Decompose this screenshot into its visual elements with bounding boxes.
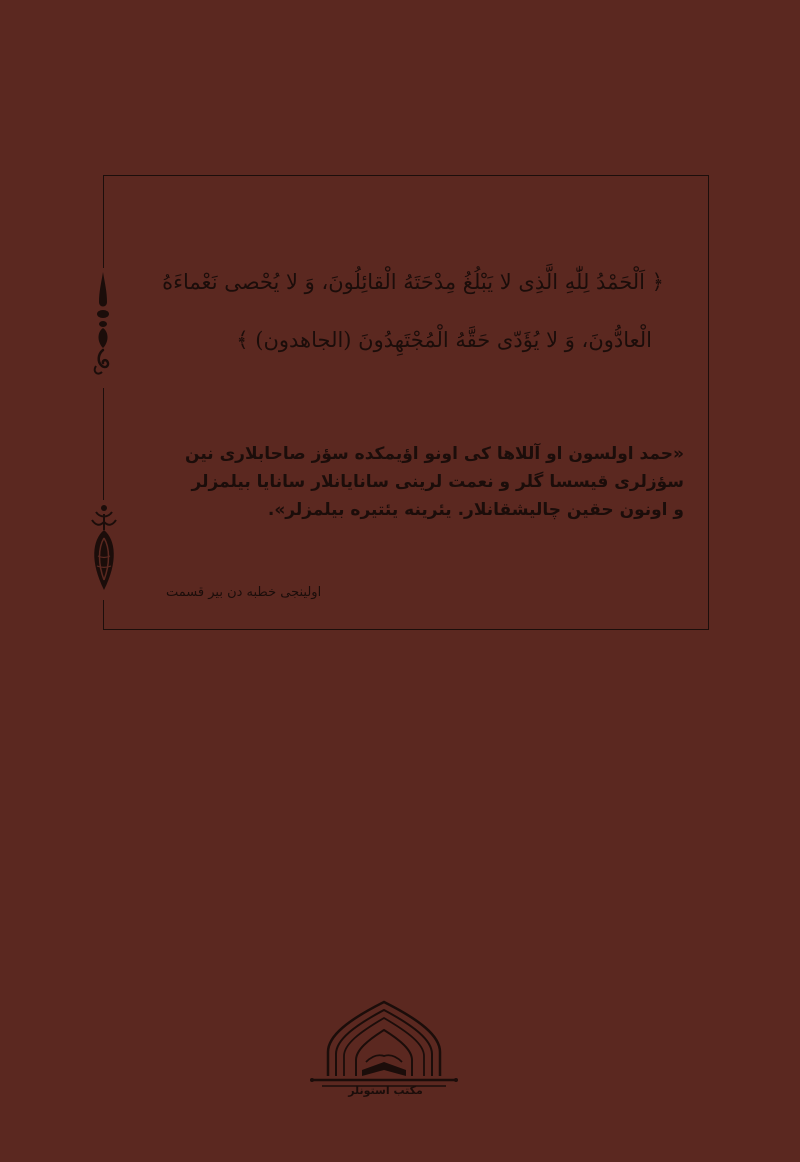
source-note: اولینجی خطبه دن بیر قسمت <box>166 585 322 600</box>
quote-frame <box>103 175 709 630</box>
translation-line-3: و اونون حقین چالیشقانلار. یئرینه یئتیره بیلمزلر». <box>267 500 684 520</box>
arabic-quote-line-1: ﴿ اَلْحَمْدُ لِلّٰهِ الَّذِی لا یَبْلُغُ مِدْحَتَهُ الْقائِلُونَ، وَ لا یُحْصی نَعْماءَهُ <box>162 270 664 294</box>
ink-drop-ornament-icon <box>88 268 118 388</box>
translation-line-2: سؤزلری قیسسا گلر و نعمت لرینی سانایانلار سانایا بیلمزلر <box>191 472 684 492</box>
translation-line-1: «حمد اولسون او آللاها کی اونو اؤیمکده سؤز صاحابلاری نین <box>185 444 684 464</box>
publisher-logo-label: مکتب استونلر <box>348 1084 423 1097</box>
translation-block <box>144 440 684 524</box>
arabic-quote-line-2: الْعادُّونَ، وَ لا یُؤَدّی حَقَّهُ الْمُجْتَهِدُونَ (الجاهدون) ﴾ <box>236 328 652 352</box>
tulip-ornament-icon <box>84 500 124 600</box>
